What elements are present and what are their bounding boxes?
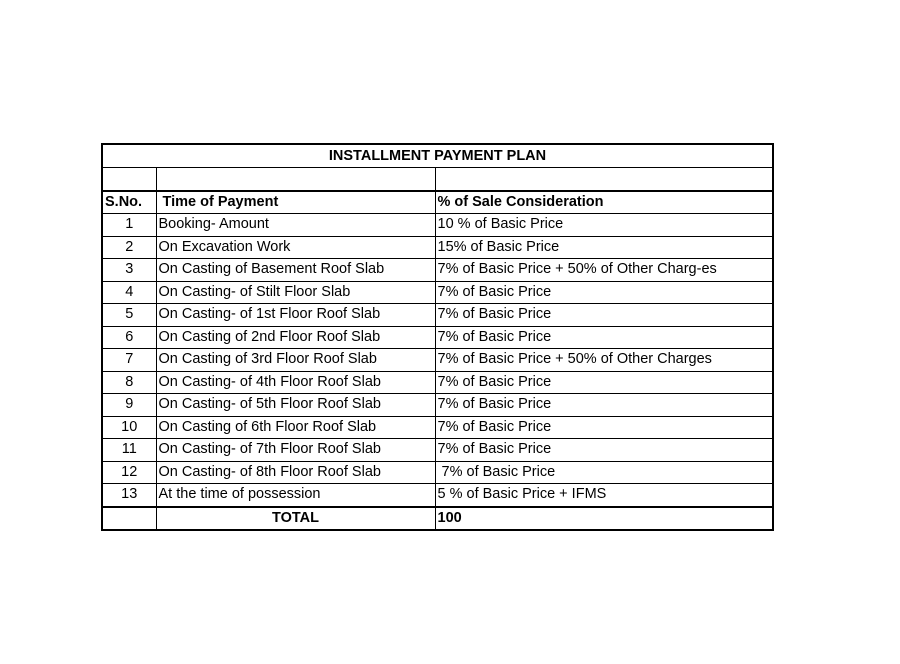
row-time-of-payment: On Casting of 2nd Floor Roof Slab xyxy=(156,326,435,349)
installment-payment-plan-table xyxy=(101,143,774,531)
row-percent: 7% of Basic Price xyxy=(435,416,773,439)
row-sno: 5 xyxy=(102,304,156,327)
table-title-row xyxy=(102,144,773,168)
row-percent: 7% of Basic Price xyxy=(435,439,773,462)
table-blank-row xyxy=(102,168,773,191)
table-row xyxy=(102,326,773,349)
row-percent: 15% of Basic Price xyxy=(435,236,773,259)
table-row xyxy=(102,259,773,282)
row-time-of-payment: On Casting- of 4th Floor Roof Slab xyxy=(156,371,435,394)
total-blank-cell xyxy=(102,507,156,531)
total-label: TOTAL xyxy=(156,507,435,531)
row-percent: 7% of Basic Price + 50% of Other Charges xyxy=(435,349,773,372)
header-sno: S.No. xyxy=(102,191,156,214)
table-row xyxy=(102,416,773,439)
row-sno: 8 xyxy=(102,371,156,394)
row-sno: 1 xyxy=(102,214,156,237)
row-sno: 3 xyxy=(102,259,156,282)
row-percent: 7% of Basic Price xyxy=(435,461,773,484)
blank-cell xyxy=(435,168,773,191)
row-time-of-payment: On Casting- of 8th Floor Roof Slab xyxy=(156,461,435,484)
row-sno: 6 xyxy=(102,326,156,349)
row-percent: 7% of Basic Price xyxy=(435,281,773,304)
row-time-of-payment: At the time of possession xyxy=(156,484,435,507)
table-title: INSTALLMENT PAYMENT PLAN xyxy=(102,144,773,168)
row-sno: 4 xyxy=(102,281,156,304)
table-row xyxy=(102,349,773,372)
table-row xyxy=(102,439,773,462)
table-row xyxy=(102,461,773,484)
row-percent: 7% of Basic Price xyxy=(435,371,773,394)
table-row xyxy=(102,371,773,394)
row-sno: 13 xyxy=(102,484,156,507)
row-time-of-payment: On Casting- of Stilt Floor Slab xyxy=(156,281,435,304)
row-sno: 10 xyxy=(102,416,156,439)
row-sno: 9 xyxy=(102,394,156,417)
table-total-row xyxy=(102,507,773,531)
header-time-of-payment: Time of Payment xyxy=(156,191,435,214)
row-sno: 12 xyxy=(102,461,156,484)
row-time-of-payment: On Casting- of 5th Floor Roof Slab xyxy=(156,394,435,417)
header-percent-of-sale: % of Sale Consideration xyxy=(435,191,773,214)
row-time-of-payment: On Casting- of 1st Floor Roof Slab xyxy=(156,304,435,327)
total-value: 100 xyxy=(435,507,773,531)
row-percent: 7% of Basic Price xyxy=(435,326,773,349)
table-row xyxy=(102,214,773,237)
row-percent: 5 % of Basic Price + IFMS xyxy=(435,484,773,507)
table-row xyxy=(102,281,773,304)
row-percent: 10 % of Basic Price xyxy=(435,214,773,237)
row-time-of-payment: On Excavation Work xyxy=(156,236,435,259)
row-time-of-payment: On Casting- of 7th Floor Roof Slab xyxy=(156,439,435,462)
blank-cell xyxy=(156,168,435,191)
row-sno: 2 xyxy=(102,236,156,259)
row-time-of-payment: Booking- Amount xyxy=(156,214,435,237)
row-time-of-payment: On Casting of 6th Floor Roof Slab xyxy=(156,416,435,439)
table-row xyxy=(102,236,773,259)
row-percent: 7% of Basic Price + 50% of Other Charg-es xyxy=(435,259,773,282)
row-time-of-payment: On Casting of 3rd Floor Roof Slab xyxy=(156,349,435,372)
table-row xyxy=(102,394,773,417)
row-percent: 7% of Basic Price xyxy=(435,394,773,417)
row-sno: 11 xyxy=(102,439,156,462)
blank-cell xyxy=(102,168,156,191)
row-sno: 7 xyxy=(102,349,156,372)
table-row xyxy=(102,304,773,327)
table-row xyxy=(102,484,773,507)
row-time-of-payment: On Casting of Basement Roof Slab xyxy=(156,259,435,282)
table-header-row xyxy=(102,191,773,214)
row-percent: 7% of Basic Price xyxy=(435,304,773,327)
